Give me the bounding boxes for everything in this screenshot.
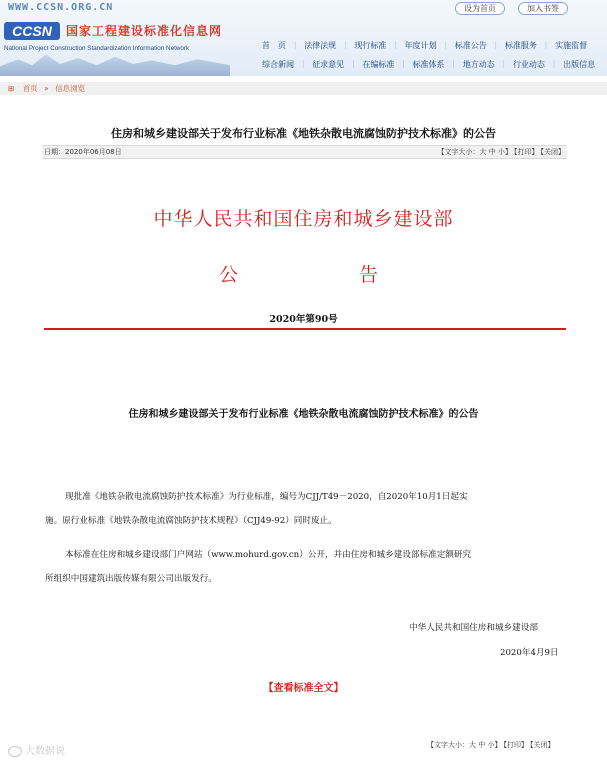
view-full-standard-link[interactable]: 【查看标准全文】 (263, 683, 344, 694)
bottom-font-size-control[interactable]: 【文字大小：大 中 小】 (427, 741, 502, 749)
article-meta-bar (42, 145, 567, 159)
page-gap (0, 344, 607, 376)
nav-laws[interactable]: 法律法规 (304, 41, 337, 50)
nav-news[interactable]: 综合新闻 (262, 60, 294, 69)
nav-standard-notices[interactable]: 标准公告 (454, 41, 487, 50)
nav-home[interactable]: 首 页 (262, 41, 286, 50)
nav-standard-services[interactable]: 标准服务 (504, 41, 537, 50)
breadcrumb-separator: » (44, 84, 49, 93)
breadcrumb-home[interactable]: 首页 (22, 84, 38, 93)
bottom-article-tools (425, 740, 554, 750)
bottom-print-link[interactable]: 【打印】 (503, 741, 528, 749)
document-title: 住房和城乡建设部关于发布行业标准《地铁杂散电流腐蚀防护技术标准》的公告 (128, 409, 479, 420)
nav-publications[interactable]: 出版信息 (563, 60, 596, 69)
bottom-close-link[interactable]: 【关闭】 (529, 741, 555, 749)
notice-heading-char-1: 公 (219, 264, 239, 286)
signature-ministry: 中华人民共和国住房和城乡建设部 (409, 623, 538, 633)
body-paragraph-1-line-2: 施。原行业标准《地铁杂散电流腐蚀防护技术规程》（CJJ49-92）同时废止。 (45, 516, 337, 526)
nav-divider: ｜ (449, 60, 458, 69)
breadcrumb (0, 82, 607, 95)
document-ministry-heading: 中华人民共和国住房和城乡建设部 (153, 208, 454, 230)
nav-divider: ｜ (391, 41, 400, 50)
nav-supervision[interactable]: 实施监督 (555, 41, 588, 50)
nav-divider: ｜ (550, 60, 559, 69)
body-paragraph-2-line-1: 本标准在住房和城乡建设部门户网站（www.mohurd.gov.cn）公开，并由住房和城乡建设部标准定额研究 (65, 550, 472, 560)
body-paragraph-2-line-2: 所组织中国建筑出版传媒有限公司出版发行。 (45, 574, 217, 584)
notice-heading-char-2: 告 (359, 264, 379, 286)
nav-divider: ｜ (499, 60, 508, 69)
nav-divider: ｜ (491, 41, 500, 50)
document-body-panel (0, 376, 607, 764)
nav-standard-system[interactable]: 标准体系 (412, 60, 445, 69)
site-name-en: National Project Construction Standardization Information Network (4, 45, 190, 52)
article-title: 住房和城乡建设部关于发布行业标准《地铁杂散电流腐蚀防护技术标准》的公告 (111, 127, 496, 140)
document-number: 2020年第90号 (269, 314, 338, 325)
nav-divider: ｜ (349, 60, 358, 69)
close-link[interactable]: 【关闭】 (540, 148, 565, 156)
article-tools (436, 146, 565, 158)
site-name-cn: 国家工程建设标准化信息网 (66, 24, 223, 38)
font-size-control[interactable]: 【文字大小：大 中 小】 (437, 148, 512, 156)
article-header-panel (0, 98, 607, 344)
ccsn-logo[interactable]: CCSN (4, 22, 60, 40)
main-nav-row-2 (262, 52, 595, 71)
breadcrumb-current: 信息浏览 (55, 84, 86, 93)
home-icon: ⊞ (8, 84, 15, 93)
nav-drafting[interactable]: 在编标准 (362, 60, 395, 69)
add-bookmark-link[interactable]: 加入书签 (518, 2, 568, 15)
body-paragraph-1-line-1: 现批准《地铁杂散电流腐蚀防护技术标准》为行业标准，编号为CJJ/T49－2020，自2020年10月1日起实 (65, 492, 468, 502)
nav-divider: ｜ (441, 41, 450, 50)
article-date: 日期：2020年06月08日 (44, 148, 122, 156)
signature-date: 2020年4月9日 (500, 648, 559, 658)
nav-divider: ｜ (341, 41, 350, 50)
nav-annual-plan[interactable]: 年度计划 (404, 41, 437, 50)
chat-bubble-icon (8, 746, 22, 757)
set-homepage-link[interactable]: 设为首页 (455, 2, 505, 15)
main-nav-row-1 (262, 33, 587, 52)
nav-divider: ｜ (399, 60, 408, 69)
nav-consultation[interactable]: 征求意见 (312, 60, 345, 69)
watermark (8, 742, 65, 757)
nav-local-news[interactable]: 地方动态 (462, 60, 495, 69)
nav-divider: ｜ (299, 60, 308, 69)
nav-divider: ｜ (542, 41, 551, 50)
nav-divider: ｜ (291, 41, 300, 50)
red-divider-line (44, 328, 566, 330)
nav-industry-news[interactable]: 行业动态 (512, 60, 545, 69)
skyline-banner-image (0, 52, 230, 76)
watermark-text: 大数据说 (25, 746, 65, 757)
print-link[interactable]: 【打印】 (514, 148, 539, 156)
site-url: WWW.CCSN.ORG.CN (8, 2, 114, 13)
nav-current-standards[interactable]: 现行标准 (354, 41, 387, 50)
site-header (0, 0, 607, 76)
